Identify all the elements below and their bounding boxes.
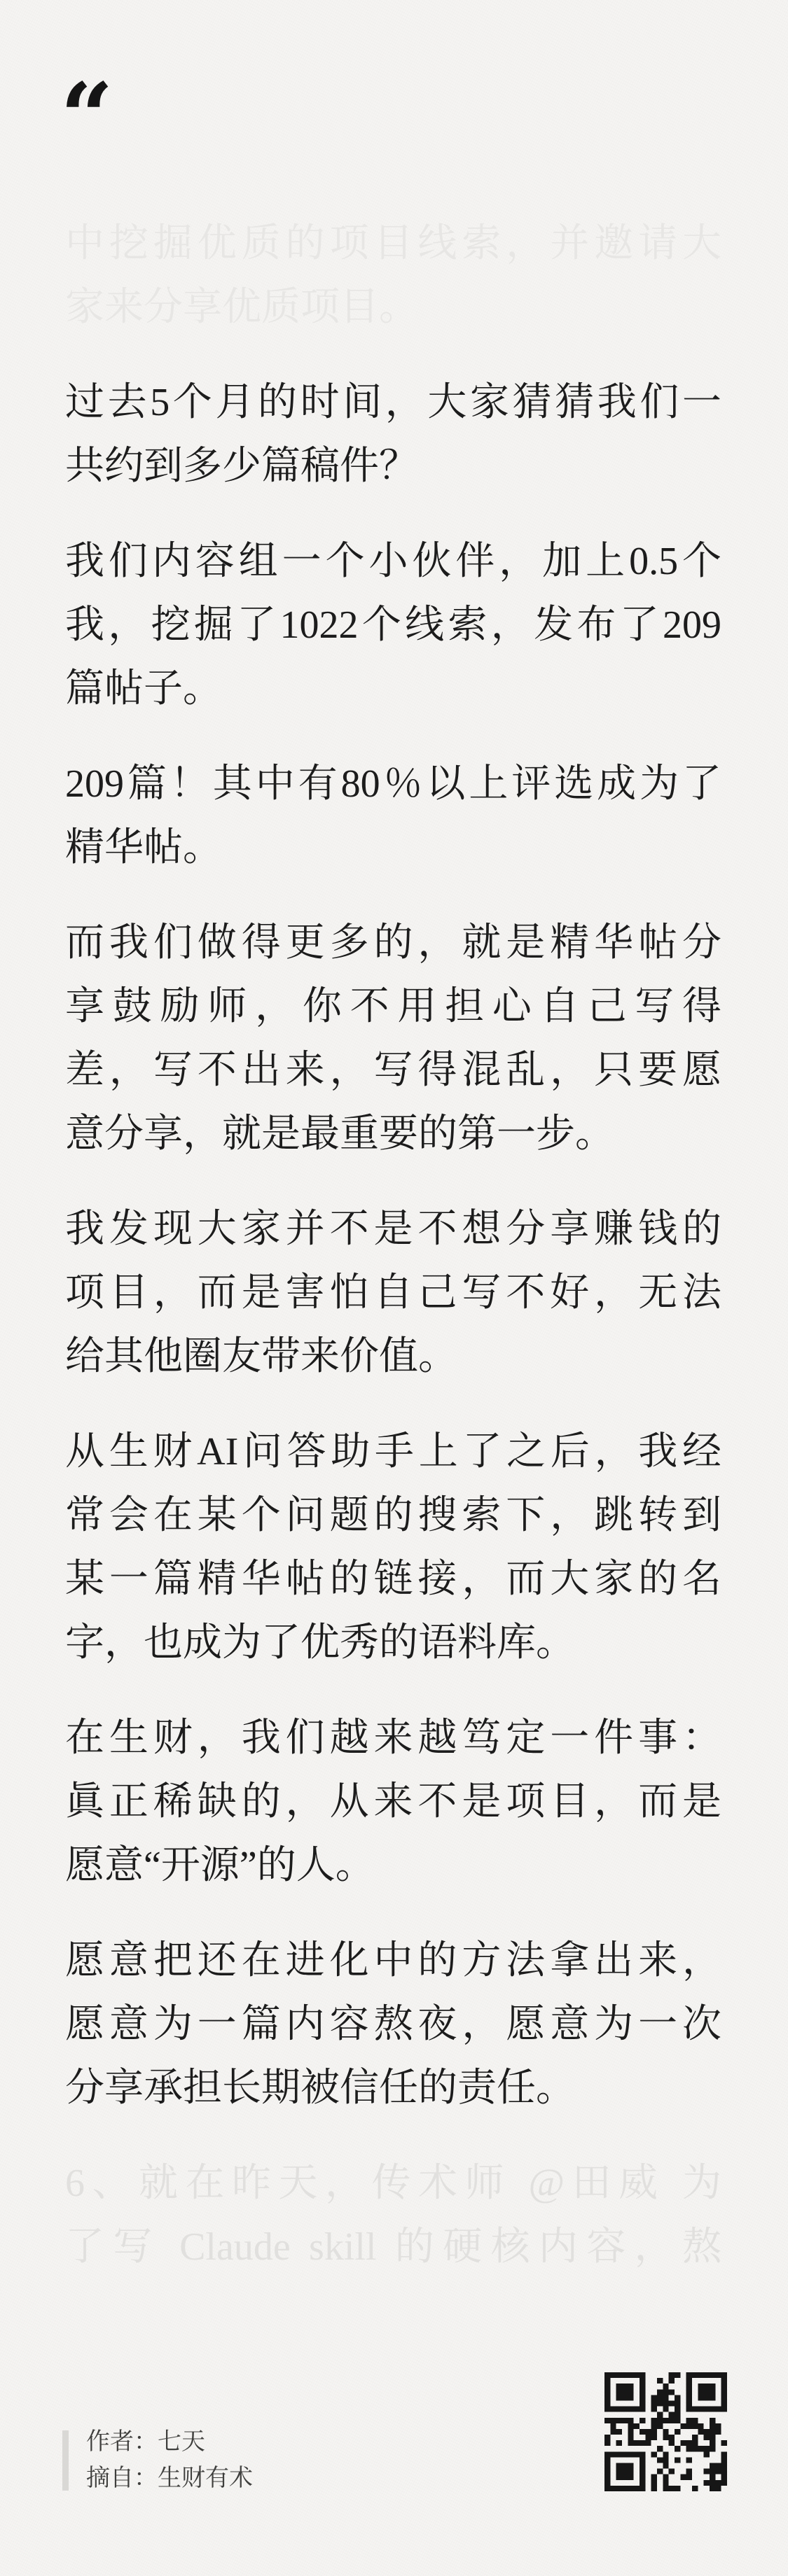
paragraph xyxy=(65,1929,721,2120)
qr-code xyxy=(604,2372,727,2491)
text-line: 分享承担长期被信任的责任。 xyxy=(65,2066,575,2110)
text-line: 意分享，就是最重要的第一步。 xyxy=(65,1112,614,1156)
text-line: 在生财，我们越来越笃定一件事： xyxy=(65,1716,721,1760)
text-line: 项目，而是害怕自己写不好，无法 xyxy=(65,1271,721,1315)
quote-mark-icon: “ xyxy=(60,63,113,172)
paragraph xyxy=(65,1198,721,1389)
paragraph xyxy=(65,1420,721,1675)
text-line: 眞正稀缺的，从来不是项目，而是 xyxy=(65,1780,721,1823)
paragraph xyxy=(65,752,721,880)
text-line: 共约到多少篇稿件？ xyxy=(65,444,418,488)
text-line: 愿意“开源”的人。 xyxy=(65,1844,375,1887)
attribution xyxy=(86,2424,253,2497)
text-line: 我发现大家并不是不想分享赚钱的 xyxy=(65,1208,721,1251)
text-line: 6、就在昨天，传术师 @田威 为 xyxy=(65,2162,721,2205)
text-line: 家来分享优质项目。 xyxy=(65,286,418,329)
text-line: 给其他圈友带来价值。 xyxy=(65,1335,457,1378)
footer-accent-bar xyxy=(62,2430,69,2491)
text-line: 愿意把还在进化中的方法拿出来， xyxy=(65,1939,721,1982)
text-line: 从生财AI问答助手上了之后，我经 xyxy=(65,1430,721,1474)
text-line: 过去5个月的时间，大家猜猜我们一 xyxy=(65,381,721,424)
text-line: 常会在某个问题的搜索下，跳转到 xyxy=(65,1494,721,1537)
text-line: 差，写不出来，写得混乱，只要愿 xyxy=(65,1049,721,1092)
author-line: 作者：七天 xyxy=(86,2429,205,2455)
faded-paragraph-bottom xyxy=(65,2152,721,2279)
text-line: 篇帖子。 xyxy=(65,667,222,710)
paragraph xyxy=(65,1707,721,1898)
source-line: 摘自：生财有术 xyxy=(86,2465,253,2491)
text-line: 我们内容组一个小伙伴，加上0.5个 xyxy=(65,540,721,583)
text-line: 字，也成为了优秀的语料库。 xyxy=(65,1621,575,1665)
text-line: 而我们做得更多的，就是精华帖分 xyxy=(65,921,721,965)
faded-paragraph-top xyxy=(65,212,721,340)
text-line: 某一篇精华帖的链接，而大家的名 xyxy=(65,1558,721,1601)
text-line: 愿意为一篇内容熬夜，愿意为一次 xyxy=(65,2003,721,2046)
text-line: 中挖掘优质的项目线索，并邀请大 xyxy=(65,222,721,265)
text-line: 了写 Claude skill 的硬核内容，熬 xyxy=(65,2225,721,2269)
paragraph xyxy=(65,530,721,721)
text-line: 我，挖掘了1022个线索，发布了209 xyxy=(65,603,721,647)
text-line: 精华帖。 xyxy=(65,826,222,869)
text-line: 209篇！其中有80％以上评选成为了 xyxy=(65,762,721,806)
text-line: 享鼓励师，你不用担心自己写得 xyxy=(65,985,721,1028)
article-content xyxy=(0,212,788,2279)
paragraph xyxy=(65,371,721,498)
body-paragraphs xyxy=(65,371,721,2120)
paragraph xyxy=(65,911,721,1166)
